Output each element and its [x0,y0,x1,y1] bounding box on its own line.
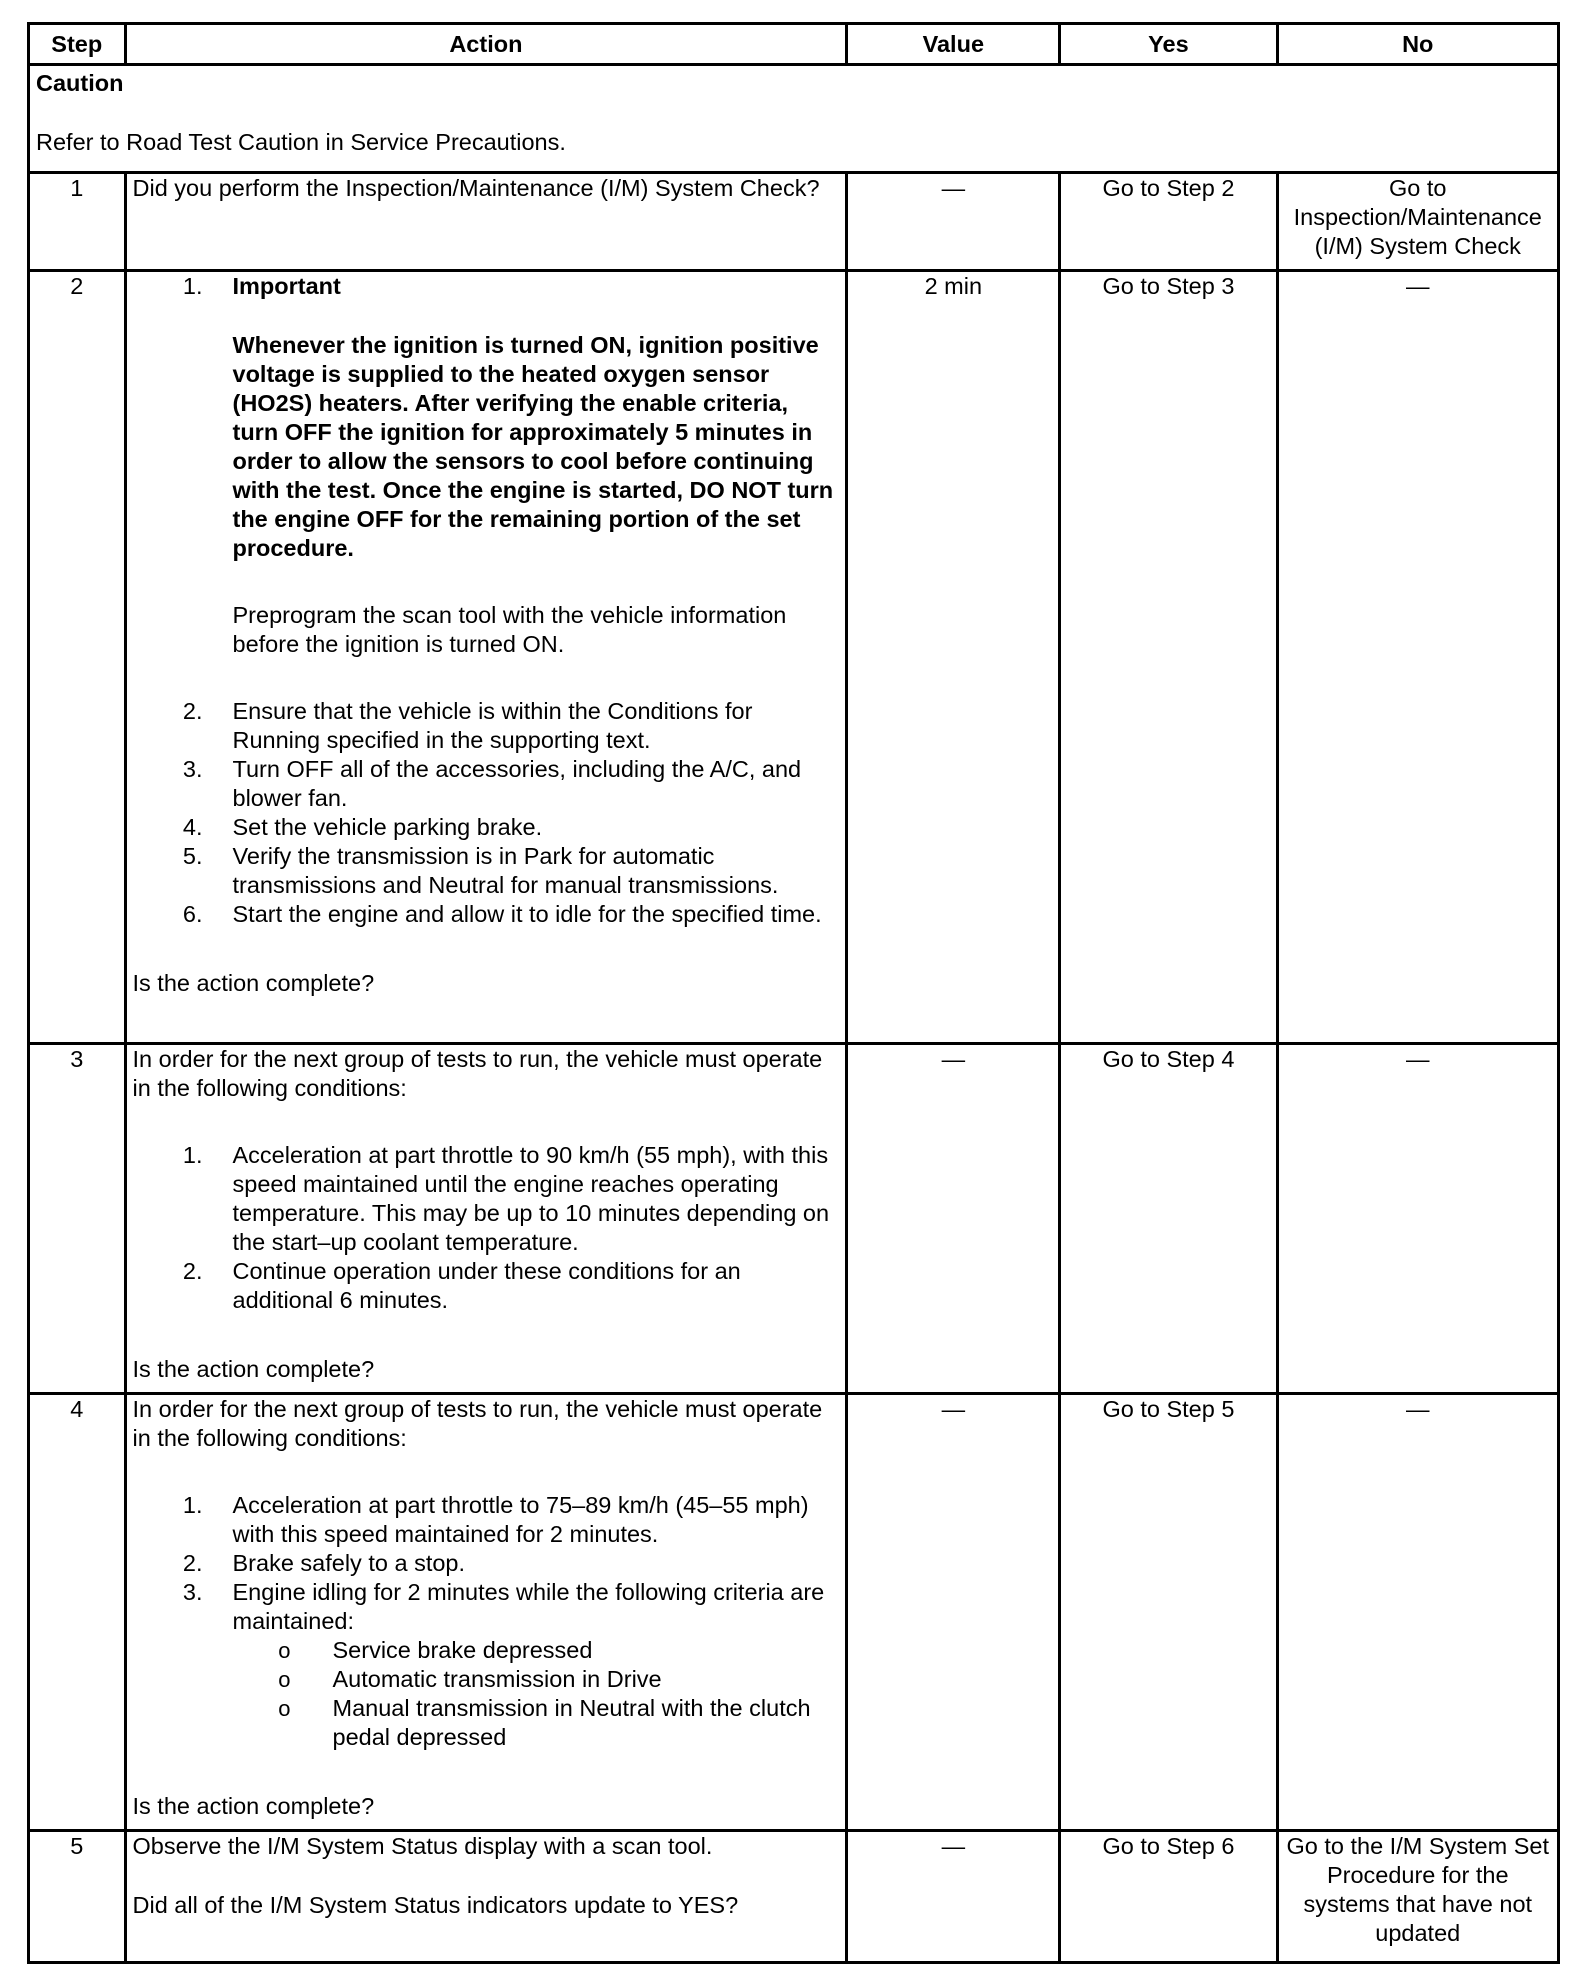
list-item: 2. Continue operation under these conditions for an additional 6 minutes. [182,1258,741,1313]
intro-text: In order for the next group of tests to run, the vehicle must operate in the following conditions: [132,1046,823,1101]
list-item: 5. Verify the transmission is in Park for automatic transmissions and Neutral for manual transmissions. [182,843,779,898]
important-label: Important [232,273,341,299]
list-item: 1. Important Whenever the ignition is turned ON, ignition positive voltage is supplied to the heated oxygen sensor (HO2S) heaters. After verifying the enable criteria, turn OFF the ignition for approximately 5 minutes in order to allow the sensors to cool before continuing with the test. Once the engine is started, DO NOT turn the engine OFF for the remaining portion of the set procedure. Preprogram the scan tool with the vehicle information before the ignition is turned ON. [133,272,840,697]
intro-text: In order for the next group of tests to run, the vehicle must operate in the following conditions: [132,1396,823,1451]
step-value: — [847,1394,1060,1831]
sub-list-item: o Service brake depressed [278,1637,593,1663]
caution-text: Refer to Road Test Caution in Service Precautions. [36,129,566,155]
list-item: 1. Acceleration at part throttle to 75–89 km/h (45–55 mph) with this speed maintained for 2 minutes. [182,1492,809,1547]
important-text: Whenever the ignition is turned ON, ignition positive voltage is supplied to the heated oxygen sensor (HO2S) heaters. After verifying the enable criteria, turn OFF the ignition for approximately 5 minutes in order to allow the sensors to cool before continuing with the test. Once the engine is started, DO NOT turn the engine OFF for the remaining portion of the set procedure. [232,332,834,561]
question-text: Is the action complete? [132,970,375,996]
step-yes: Go to Step 3 [1060,271,1277,1044]
sub-list-item: o Automatic transmission in Drive [278,1666,662,1692]
caution-cell [29,65,1559,173]
step-yes: Go to Step 4 [1060,1044,1277,1394]
header-no: No [1277,24,1559,65]
step-no: — [1277,271,1559,1044]
list-item: 2. Brake safely to a stop. [182,1550,466,1576]
step-action [125,1831,847,1963]
header-yes: Yes [1060,24,1277,65]
step-yes: Go to Step 2 [1060,173,1277,271]
step-no: — [1277,1394,1559,1831]
list-item: 6. Start the engine and allow it to idle for the specified time. [182,901,822,927]
list-item: 1. Acceleration at part throttle to 90 km/h (55 mph), with this speed maintained until the engine reaches operating temperature. This may be up to 10 minutes depending on the start–up coolant temperature. [182,1142,830,1255]
step-no: Go to the I/M System Set Procedure for the systems that have not updated [1277,1831,1559,1963]
action-text: Did you perform the Inspection/Maintenance (I/M) System Check? [132,175,820,201]
step-no: — [1277,1044,1559,1394]
step-number: 5 [29,1831,126,1963]
action-text: Observe the I/M System Status display with a scan tool. [132,1833,713,1859]
step-row-1 [29,173,1559,271]
procedure-table [27,22,1560,1964]
header-action: Action [125,24,847,65]
header-step: Step [29,24,126,65]
step-value: — [847,1831,1060,1963]
step-number: 4 [29,1394,126,1831]
step-action [125,271,847,1044]
step-row-2 [29,271,1559,1044]
step-action [125,1394,847,1831]
step-row-4 [29,1394,1559,1831]
step-number: 1 [29,173,126,271]
step-yes: Go to Step 6 [1060,1831,1277,1963]
sub-list-item: o Manual transmission in Neutral with the clutch pedal depressed [278,1695,811,1750]
header-value: Value [847,24,1060,65]
caution-row [29,65,1559,173]
list-item: 3. Engine idling for 2 minutes while the following criteria are maintained: [182,1579,825,1634]
step-value: — [847,173,1060,271]
step-value: 2 min [847,271,1060,1044]
step-row-3 [29,1044,1559,1394]
step-row-5 [29,1831,1559,1963]
question-text: Is the action complete? [132,1793,375,1819]
caution-title: Caution [36,70,124,96]
step-no: Go to Inspection/Maintenance (I/M) System Check [1277,173,1559,271]
list-item: 3. Turn OFF all of the accessories, including the A/C, and blower fan. [182,756,802,811]
step-number: 3 [29,1044,126,1394]
step-value: — [847,1044,1060,1394]
step-number: 2 [29,271,126,1044]
step-yes: Go to Step 5 [1060,1394,1277,1831]
header-row [29,24,1559,65]
step-action [125,1044,847,1394]
question-text: Did all of the I/M System Status indicators update to YES? [132,1892,739,1918]
step-action [125,173,847,271]
question-text: Is the action complete? [132,1356,375,1382]
preprogram-text: Preprogram the scan tool with the vehicle information before the ignition is turned ON. [232,602,787,657]
list-item: 4. Set the vehicle parking brake. [182,814,543,840]
list-item: 2. Ensure that the vehicle is within the Conditions for Running specified in the supporting text. [182,698,753,753]
